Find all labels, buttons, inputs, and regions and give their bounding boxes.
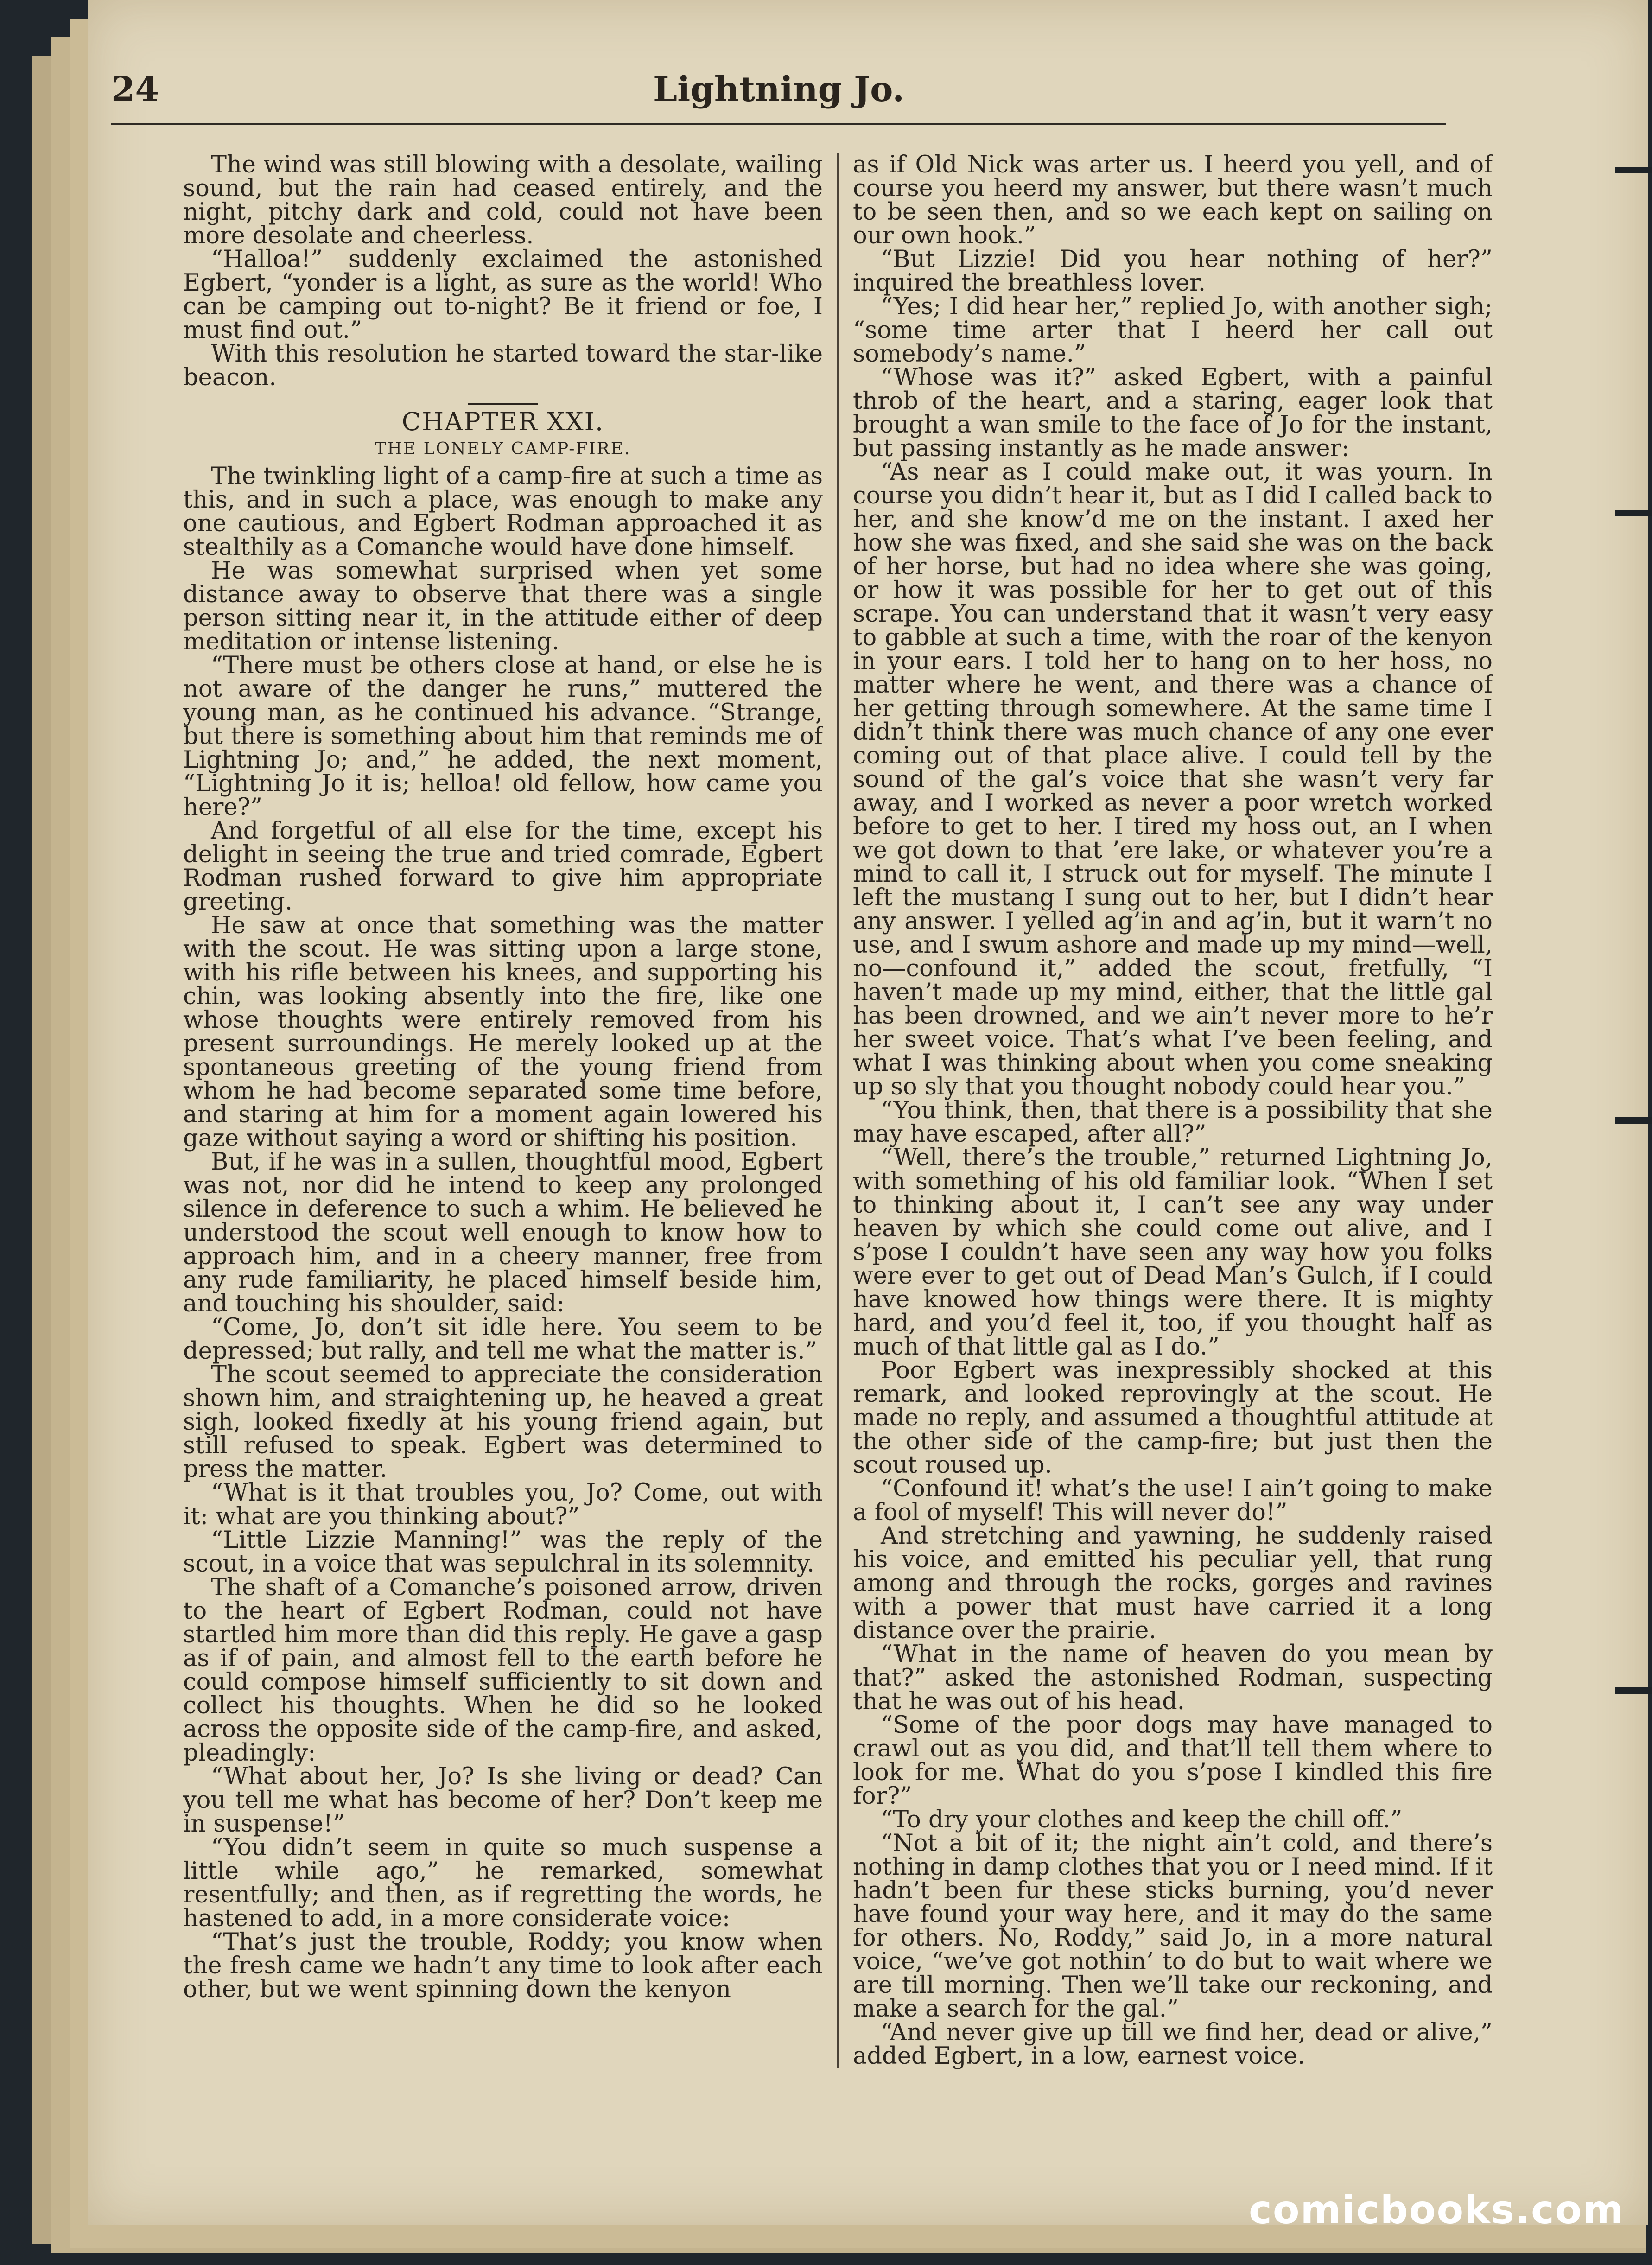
right-column [853,153,1493,2077]
paragraph: “What in the name of heaven do you mean by that?” asked the astonished Rodman, suspecting that he was out of his head. [853,1641,1493,1715]
column-divider [837,153,839,2068]
paragraph: Poor Egbert was inexpressibly shocked at this remark, and looked reprovingly at the scout. He made no reply, and assumed a thoughtful attitude at the other side of the camp-fire; but just then the scout roused up. [853,1357,1493,1479]
paragraph: “As near as I could make out, it was yourn. In course you didn’t hear it, but as I did I called back to her, and she know’d me on the instant. I axed her how she was fixed, and she said she was on the back of her horse, but had no idea where she was going, or how it was possible for her to get out of this scrape. You can understand that it wasn’t very easy to gabble at such a time, with the roar of the kenyon in your ears. I told her to hang on to her hoss, no matter where he went, and there was a chance of her getting through somewhere. At the same time I didn’t think there was much chance of any one ever coming out of that place alive. I could tell by the sound of the gal’s voice that she wasn’t very far away, and I worked as never a poor wretch worked before to get to her. I tired my hoss out, an I when we got down to that ’ere lake, or whatever you’re a mind to call it, I struck out for myself. The minute I left the mustang I sung out to her, but I didn’t hear any answer. I yelled ag’in and ag’in, but it warn’t no use, and I swum ashore and made up my mind—well, no—confound it,” added the scout, fretfully, “I haven’t made up my mind, either, that the little gal has been drowned, and we ain’t never more to he’r her sweet voice. That’s what I’ve been feeling, and what I was thinking about when you come sneaking up so sly that you thought nobody could hear you.” [853,458,1493,1101]
paragraph: “Whose was it?” asked Egbert, with a painful throb of the heart, and a staring, eager look that brought a wan smile to the face of Jo for the instant, but passing instantly as he made answer: [853,364,1493,462]
chapter-separator [468,403,538,405]
paragraph: “Some of the poor dogs may have managed to crawl out as you did, and that’ll tell them where to look for me. What do you s’pose I kindled this fire for?” [853,1711,1493,1810]
paragraph: The twinkling light of a camp-fire at such a time as this, and in such a place, was enough to make any one cautious, and Egbert Rodman approached it as stealthily as a Comanche would have done himself. [183,463,823,561]
paragraph: “Come, Jo, don’t sit idle here. You seem to be depressed; but rally, and tell me what the matter is.” [183,1314,823,1365]
paragraph: “What is it that troubles you, Jo? Come, out with it: what are you thinking about?” [183,1479,823,1530]
paragraph: “That’s just the trouble, Roddy; you know when the fresh came we hadn’t any time to look after each other, but we went spinning down the kenyon [183,1928,823,2003]
header-rule [111,123,1446,125]
paragraph: “Confound it! what’s the use! I ain’t going to make a fool of myself! This will never do!” [853,1475,1493,1526]
paragraph: He saw at once that something was the matter with the scout. He was sitting upon a large stone, with his rifle between his knees, and supporting his chin, was looking absently into the fire, like one whose thoughts were entirely removed from his present surroundings. He merely looked up at the spontaneous greeting of the young friend from whom he had become separated some time before, and staring at him for a moment again lowered his gaze without saying a word or shifting his position. [183,912,823,1152]
left-column [183,153,823,2077]
binding-staple [1615,510,1652,516]
binding-staple [1615,1687,1652,1694]
running-title: Lightning Jo. [653,70,904,109]
paragraph: “But Lizzie! Did you hear nothing of her?” inquired the breathless lover. [853,246,1493,297]
paragraph: The shaft of a Comanche’s poisoned arrow, driven to the heart of Egbert Rodman, could not have startled him more than did this reply. He gave a gasp as if of pain, and almost fell to the earth before he could compose himself sufficiently to sit down and collect his thoughts. When he did so he looked across the opposite side of the camp-fire, and asked, pleadingly: [183,1574,823,1767]
paragraph: “Not a bit of it; the night ain’t cold, and there’s nothing in damp clothes that you or I need mind. If it hadn’t been fur these sticks burning, you’d never have found your way here, and it may do the same for others. No, Roddy,” said Jo, in a more natural voice, “we’ve got nothin’ to do but to wait where we are till morning. Then we’ll take our reckoning, and make a search for the gal.” [853,1830,1493,2023]
paragraph: The wind was still blowing with a desolate, wailing sound, but the rain had ceased entirely, and the night, pitchy dark and cold, could not have been more desolate and cheerless. [183,153,823,249]
page-header [111,70,1446,130]
binding-staple [1615,167,1652,173]
paragraph: The scout seemed to appreciate the consideration shown him, and straightening up, he heaved a great sigh, looked fixedly at his young friend again, but still refused to speak. Egbert was determined to press the matter. [183,1361,823,1483]
paragraph: But, if he was in a sullen, thoughtful mood, Egbert was not, nor did he intend to keep any prolonged silence in deference to such a whim. He believed he understood the scout well enough to know how to approach him, and in a cheery manner, free from any rude familiarity, he placed himself beside him, and touching his shoulder, said: [183,1148,823,1317]
paragraph: “Little Lizzie Manning!” was the reply of the scout, in a voice that was sepulchral in its solemnity. [183,1527,823,1578]
paragraph: He was somewhat surprised when yet some distance away to observe that there was a single person sitting near it, in the attitude either of deep meditation or intense listening. [183,557,823,655]
paragraph: “Well, there’s the trouble,” returned Lightning Jo, with something of his old familiar look. “When I set to thinking about it, I can’t see any way under heaven by which she could come out alive, and I s’pose I couldn’t have seen any way how you folks were ever to get out of Dead Man’s Gulch, if I could have knowed how things were there. It is mighty hard, and you’d feel it, too, if you thought half as much of that little gal as I do.” [853,1144,1493,1361]
binding-staple [1615,1117,1652,1124]
paragraph: as if Old Nick was arter us. I heerd you yell, and of course you heerd my answer, but there wasn’t much to be seen then, and so we each kept on sailing on our own hook.” [853,153,1493,249]
page-number: 24 [111,70,159,109]
paragraph: “There must be others close at hand, or else he is not aware of the danger he runs,” muttered the young man, as he continued his advance. “Strange, but there is something about him that reminds me of Lightning Jo; and,” he added, the next moment, “Lightning Jo it is; helloa! old fellow, how came you here?” [183,652,823,821]
paragraph: “What about her, Jo? Is she living or dead? Can you tell me what has become of her? Don’t keep me in suspense!” [183,1763,823,1838]
watermark: comicbooks.com [1249,2187,1624,2233]
paragraph: With this resolution he started toward the star-like beacon. [183,340,823,391]
chapter-title: CHAPTER XXI. [401,407,604,436]
chapter-subtitle: THE LONELY CAMP-FIRE. [375,439,631,458]
paragraph: “You didn’t seem in quite so much suspense a little while ago,” he remarked, somewhat resentfully; and then, as if regretting the words, he hastened to add, in a more considerate voice: [183,1834,823,1932]
paragraph: And forgetful of all else for the time, except his delight in seeing the true and tried comrade, Egbert Rodman rushed forward to give him appropriate greeting. [183,817,823,916]
paragraph: “You think, then, that there is a possibility that she may have escaped, after all?” [853,1097,1493,1148]
paragraph: “Halloa!” suddenly exclaimed the astonished Egbert, “yonder is a light, as sure as the world! Who can be camping out to-night? Be it friend or foe, I must find out.” [183,246,823,344]
paragraph: “Yes; I did hear her,” replied Jo, with another sigh; “some time arter that I heerd her call out somebody’s name.” [853,293,1493,368]
paragraph: “To dry your clothes and keep the chill off.” [881,1806,1403,1833]
paragraph: And stretching and yawning, he suddenly raised his voice, and emitted his peculiar yell, that rung among and through the rocks, gorges and ravines with a power that must have carried it a long distance over the prairie. [853,1522,1493,1644]
paragraph: “And never give up till we find her, dead or alive,” added Egbert, in a low, earnest voice. [853,2019,1493,2070]
